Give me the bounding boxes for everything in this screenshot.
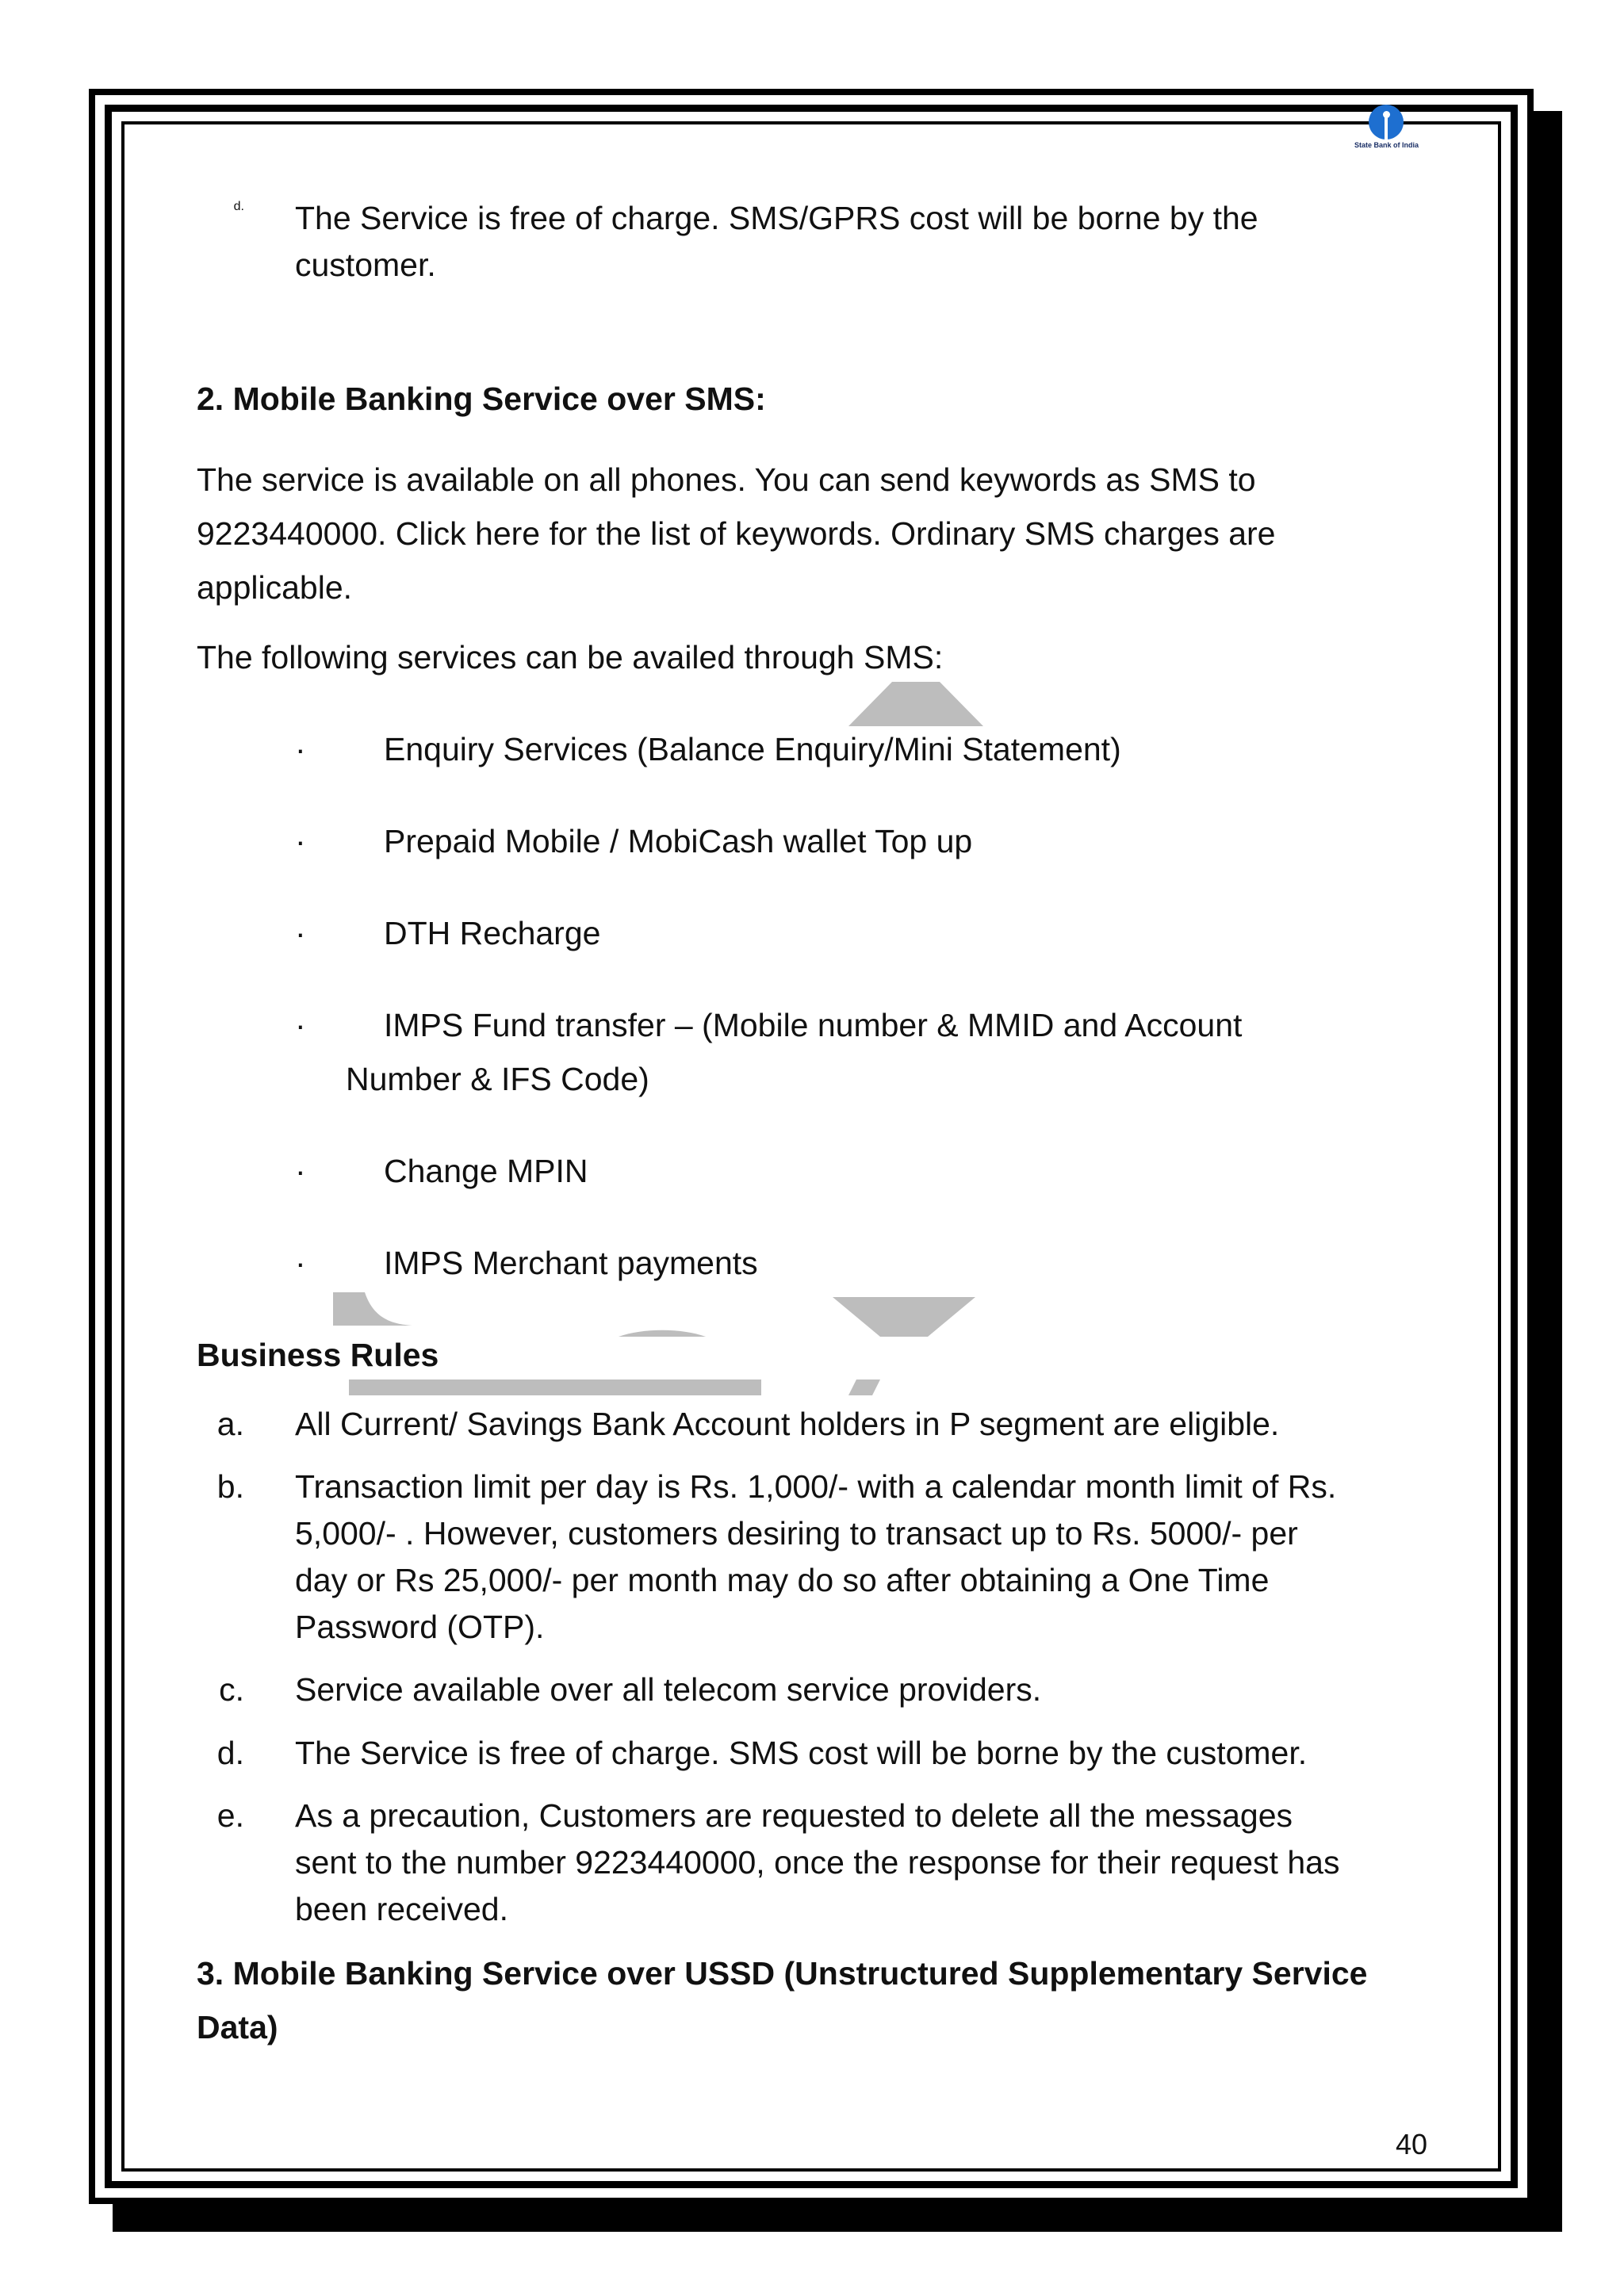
bullet-mark: · [295, 731, 306, 767]
bullet-mark: · [295, 1245, 306, 1281]
section-heading: 3. Mobile Banking Service over USSD (Unstructured Supplementary Service [197, 1955, 1368, 1992]
rule-text: 5,000/- . However, customers desiring to transact up to Rs. 5000/- per [295, 1515, 1298, 1552]
list-marker: a. [216, 1406, 244, 1442]
list-marker: b. [216, 1468, 244, 1505]
service-item: IMPS Merchant payments [384, 1245, 758, 1281]
rule-text: been received. [295, 1891, 508, 1927]
page-number: 40 [1396, 2128, 1428, 2160]
paragraph: The following services can be availed through SMS: [197, 639, 944, 675]
bullet-mark: · [295, 823, 306, 859]
sbi-logo [1354, 105, 1418, 152]
list-marker: d. [216, 1735, 244, 1771]
paragraph-line: 9223440000. Click here for the list of keywords. Ordinary SMS charges are [197, 515, 1276, 552]
service-item-continuation: Number & IFS Code) [346, 1061, 649, 1097]
rule-text: sent to the number 9223440000, once the response for their request has [295, 1844, 1340, 1881]
rule-text: Transaction limit per day is Rs. 1,000/- with a calendar month limit of Rs. [295, 1468, 1337, 1505]
rule-text: Password (OTP). [295, 1609, 545, 1645]
rule-text: The Service is free of charge. SMS cost will be borne by the customer. [295, 1735, 1308, 1771]
list-item-text: customer. [295, 247, 436, 283]
service-item: Enquiry Services (Balance Enquiry/Mini Statement) [384, 731, 1121, 767]
section-heading: 2. Mobile Banking Service over SMS: [197, 381, 766, 417]
section-heading-continuation: Data) [197, 2009, 278, 2045]
service-item: IMPS Fund transfer – (Mobile number & MMID and Account [384, 1007, 1243, 1043]
paragraph-line: The service is available on all phones. You can send keywords as SMS to [197, 461, 1256, 498]
rule-text: day or Rs 25,000/- per month may do so after obtaining a One Time [295, 1562, 1270, 1598]
list-marker: e. [216, 1797, 244, 1834]
sbi-logo-icon [1369, 105, 1404, 140]
service-item: DTH Recharge [384, 915, 601, 951]
service-item: Prepaid Mobile / MobiCash wallet Top up [384, 823, 973, 859]
bullet-mark: · [295, 1153, 306, 1189]
list-marker: c. [219, 1671, 244, 1708]
bullet-mark: · [295, 915, 306, 951]
service-item: Change MPIN [384, 1153, 588, 1189]
paragraph-line: applicable. [197, 569, 353, 606]
bullet-mark: · [295, 1007, 306, 1043]
list-marker: d. [233, 200, 244, 213]
rule-text: As a precaution, Customers are requested to delete all the messages [295, 1797, 1293, 1834]
list-item-text: The Service is free of charge. SMS/GPRS cost will be borne by the [295, 200, 1258, 236]
rule-text: All Current/ Savings Bank Account holders in P segment are eligible. [295, 1406, 1280, 1442]
rule-text: Service available over all telecom service providers. [295, 1671, 1042, 1708]
business-rules-heading: Business Rules [197, 1337, 439, 1373]
sbi-logo-caption: State Bank of India [1354, 141, 1419, 149]
